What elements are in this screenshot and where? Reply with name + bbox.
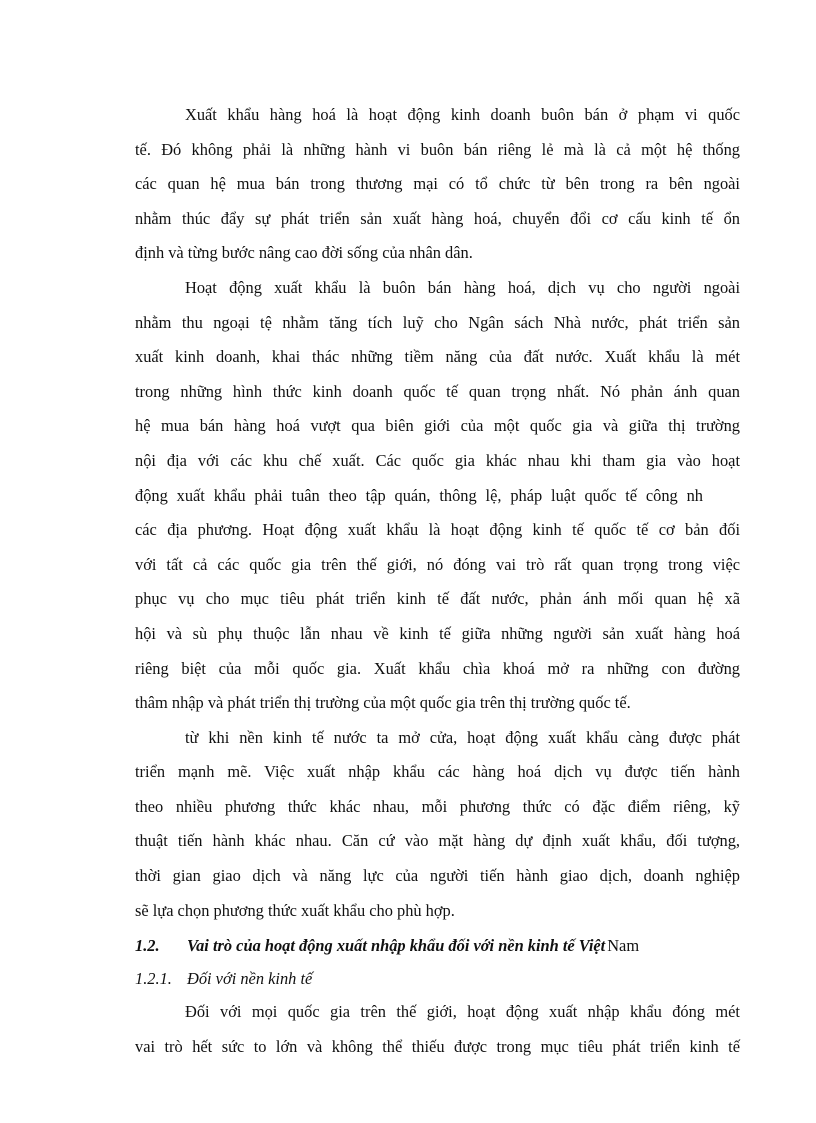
text-line: hội và sù phụ thuộc lẫn nhau về kinh tế giữa những người sản xuất hàng hoá [135, 623, 740, 643]
subsection-number: 1.2.1. [135, 969, 172, 989]
subsection-title: Đối với nền kinh tế [187, 969, 313, 989]
paragraph-role-economy [135, 995, 740, 1064]
text-line: thời gian giao dịch và năng lực của người tiến hành giao dịch, doanh nghiệp [135, 866, 740, 886]
text-line: từ khi nền kinh tế nước ta mở cửa, hoạt động xuất khẩu càng được phát [185, 727, 740, 747]
text-line: hệ mua bán hàng hoá vượt qua biên giới của một quốc gia và giữa thị trường [135, 416, 740, 436]
text-line: xuất kinh doanh, khai thác những tiềm năng của đất nước. Xuất khẩu là mét [135, 347, 740, 367]
paragraph-export-definition [135, 98, 740, 271]
text-line: các địa phương. Hoạt động xuất khẩu là hoạt động kinh tế quốc tế cơ bản đối [135, 520, 740, 540]
document-page [135, 98, 740, 1064]
text-line: sẽ lựa chọn phương thức xuất khẩu cho phù hợp. [135, 900, 455, 920]
text-line: Xuất khẩu hàng hoá là hoạt động kinh doanh buôn bán ở phạm vi quốc [185, 105, 740, 124]
section-number: 1.2. [135, 936, 160, 956]
text-line: triển mạnh mẽ. Việc xuất nhập khẩu các hàng hoá dịch vụ được tiến hành [135, 762, 740, 782]
text-line: nhằm thu ngoại tệ nhằm tăng tích luỹ cho Ngân sách Nhà nước, phát triển sản [135, 312, 740, 332]
paragraph-economy-opening [135, 721, 740, 929]
section-heading [135, 928, 740, 963]
text-line: với tất cả các quốc gia trên thế giới, nó đóng vai trò rất quan trọng trong việc [135, 554, 740, 574]
text-line: theo nhiều phương thức khác nhau, mỗi phương thức có đặc điểm riêng, kỹ [135, 796, 740, 816]
text-line: nội địa với các khu chế xuất. Các quốc gia khác nhau khi tham gia vào hoạt [135, 450, 740, 470]
text-line: Hoạt động xuất khẩu là buôn bán hàng hoá, dịch vụ cho người ngoài [185, 277, 740, 297]
text-line: định và từng bước nâng cao đời sống của nhân dân. [135, 243, 473, 263]
text-line: tế. Đó không phải là những hành vi buôn bán riêng lẻ mà là cả một hệ thống [135, 139, 740, 159]
text-line: nhằm thúc đẩy sự phát triển sản xuất hàng hoá, chuyển đổi cơ cấu kinh tế ổn [135, 208, 740, 228]
text-line: riêng biệt của mỗi quốc gia. Xuất khẩu chìa khoá mở ra những con đường [135, 658, 740, 678]
text-line: trong những hình thức kinh doanh quốc tế quan trọng nhất. Nó phản ánh quan [135, 381, 740, 401]
text-line: thuật tiến hành khác nhau. Căn cứ vào mặt hàng dự định xuất khẩu, đối tượng, [135, 831, 740, 851]
section-title: Vai trò của hoạt động xuất nhập khẩu đối với nền kinh tế Việt [187, 936, 606, 956]
text-line: phục vụ cho mục tiêu phát triển kinh tế đất nước, phản ánh mối quan hệ xã [135, 589, 740, 609]
subsection-heading [135, 963, 740, 995]
text-line: thâm nhập và phát triển thị trường của một quốc gia trên thị trường quốc tế. [135, 693, 631, 713]
section-title-tail: Nam [607, 936, 640, 956]
text-line: Đối với mọi quốc gia trên thế giới, hoạt động xuất nhập khẩu đóng mét [185, 1002, 740, 1022]
text-line: động xuất khẩu phải tuân theo tập quán, thông lệ, pháp luật quốc tế công nh [135, 485, 703, 505]
paragraph-export-activity [135, 271, 740, 721]
text-line: các quan hệ mua bán trong thương mại có tổ chức từ bên trong ra bên ngoài [135, 174, 740, 194]
text-line: vai trò hết sức to lớn và không thể thiếu được trong mục tiêu phát triển kinh tế [135, 1036, 740, 1056]
